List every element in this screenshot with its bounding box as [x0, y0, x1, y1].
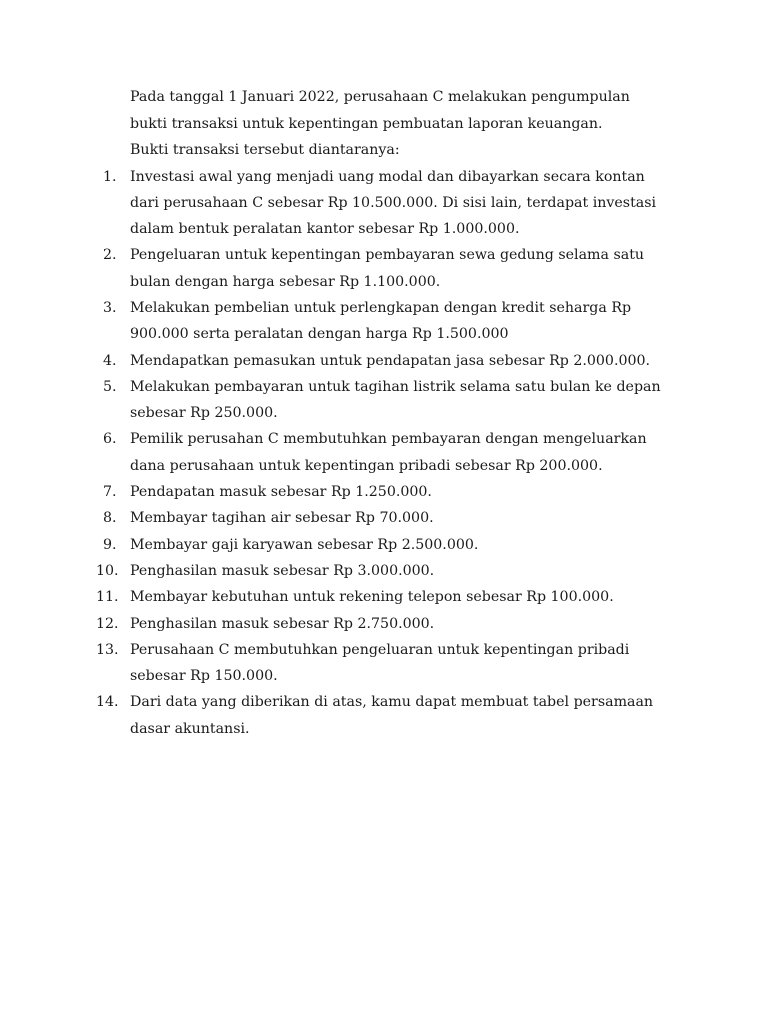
list-item-text: Mendapatkan pemasukan untuk pendapatan jasa sebesar Rp 2.000.000. [130, 352, 651, 369]
list-item-number: 6. [103, 431, 117, 448]
list-item [0, 689, 670, 742]
list-item-text: Dari data yang diberikan di atas, kamu dapat membuat tabel persamaan dasar akuntansi. [130, 694, 654, 737]
transaction-list [0, 164, 768, 743]
list-item-number: 3. [103, 299, 117, 316]
list-item [0, 479, 670, 505]
list-item [0, 532, 670, 558]
list-item-text: Penghasilan masuk sebesar Rp 2.750.000. [130, 615, 435, 632]
list-item-number: 7. [103, 484, 117, 501]
list-item [0, 558, 670, 584]
list-item-text: Penghasilan masuk sebesar Rp 3.000.000. [130, 562, 435, 579]
list-item-number: 11. [96, 589, 119, 606]
list-item-text: Melakukan pembayaran untuk tagihan listrik selama satu bulan ke depan sebesar Rp 250.000. [130, 378, 661, 422]
intro-subheading: Bukti transaksi tersebut diantaranya: [130, 142, 400, 158]
list-item-text: Melakukan pembelian untuk perlengkapan dengan kredit seharga Rp 900.000 serta peralatan dengan harga Rp 1.500.000 [130, 299, 632, 343]
list-item-number: 14. [96, 694, 119, 711]
list-item [0, 611, 670, 637]
list-item [0, 242, 670, 295]
list-item-text: Membayar tagihan air sebesar Rp 70.000. [130, 510, 434, 527]
list-item-number: 13. [96, 641, 119, 658]
list-item-number: 2. [103, 247, 117, 264]
list-item-text: Pendapatan masuk sebesar Rp 1.250.000. [130, 484, 432, 501]
list-item-text: Pemilik perusahan C membutuhkan pembayaran dengan mengeluarkan dana perusahaan untuk kepentingan pribadi sebesar Rp 200.000. [130, 431, 647, 474]
list-item-number: 1. [103, 168, 117, 185]
list-item-number: 8. [103, 510, 117, 527]
intro-paragraph: Pada tanggal 1 Januari 2022, perusahaan C melakukan pengumpulan bukti transaksi untuk kepentingan pembuatan laporan keuangan. [130, 89, 630, 132]
list-item [0, 348, 670, 374]
list-item-number: 5. [103, 378, 117, 395]
list-item [0, 426, 670, 479]
list-item-text: Membayar kebutuhan untuk rekening telepon sebesar Rp 100.000. [130, 589, 614, 606]
list-item-text: Investasi awal yang menjadi uang modal dan dibayarkan secara kontan dari perusahaan C sebesar Rp 10.500.000. Di sisi lain, terdapat investasi dalam bentuk peralatan kantor sebesar Rp 1.000.000. [130, 168, 657, 238]
list-item-number: 9. [103, 536, 117, 553]
list-item-number: 10. [96, 562, 119, 579]
list-item-number: 12. [96, 615, 119, 632]
list-item [0, 164, 670, 243]
list-item [0, 295, 670, 348]
list-item-text: Membayar gaji karyawan sebesar Rp 2.500.000. [130, 536, 479, 553]
list-item-text: Pengeluaran untuk kepentingan pembayaran sewa gedung selama satu bulan dengan harga sebesar Rp 1.100.000. [130, 247, 645, 290]
list-item [0, 374, 670, 427]
list-item [0, 584, 670, 610]
list-item [0, 505, 670, 531]
list-item-text: Perusahaan C membutuhkan pengeluaran untuk kepentingan pribadi sebesar Rp 150.000. [130, 641, 630, 685]
list-item-number: 4. [103, 352, 117, 369]
list-item [0, 637, 670, 690]
